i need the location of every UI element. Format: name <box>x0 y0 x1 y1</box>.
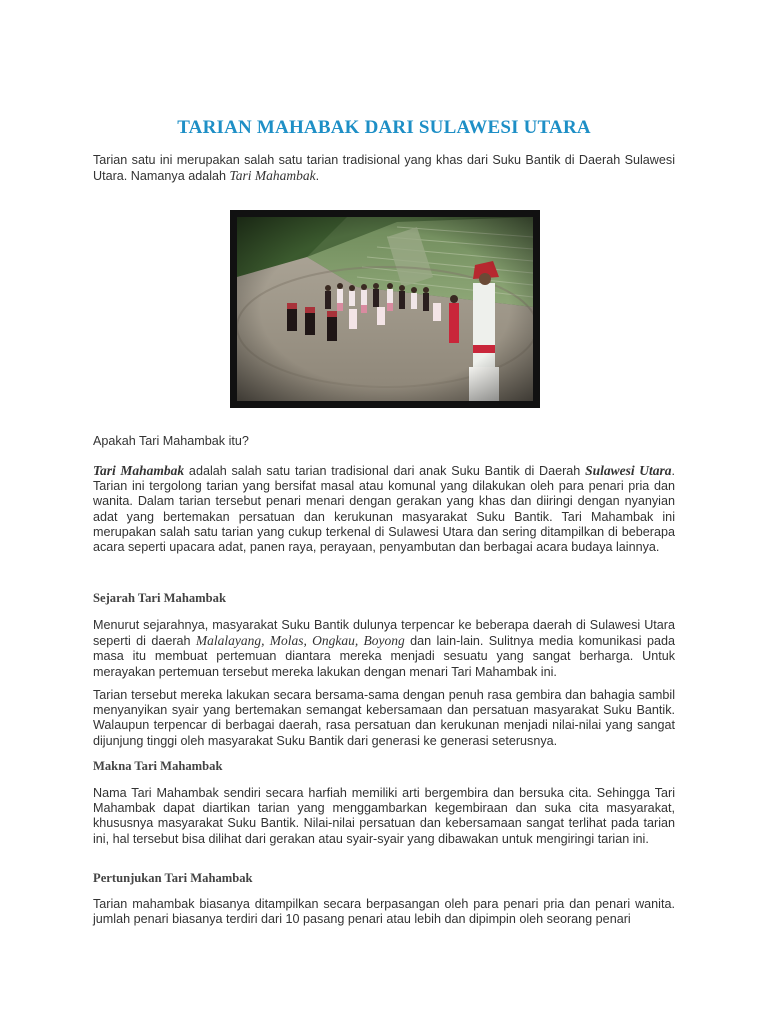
pertunjukan-heading: Pertunjukan Tari Mahambak <box>93 871 253 885</box>
sejarah-text-2: dan lain-lain. Sulitnya media komunikasi pada masa itu membuat pertemuan diantara mereka menjadi sesuatu yang sangat berharga. Untuk merayakan pertemuan tersebut mereka lakukan dengan menari Tari Mahambak ini. <box>93 634 675 679</box>
dance-photo <box>237 217 533 401</box>
pertunjukan-paragraph: Tarian mahambak biasanya ditampilkan secara berpasangan oleh para penari pria dan penari wanita. jumlah penari biasanya terdiri dari 10 pasang penari atau lebih dan dipimpin oleh seorang penari <box>93 897 675 927</box>
intro-text: Tarian satu ini merupakan salah satu tarian tradisional yang khas dari Suku Bantik di Daerah Sulawesi Utara. Namanya adalah <box>93 153 675 184</box>
sejarah-paragraph-1 <box>93 618 675 680</box>
intro-end: . <box>315 169 320 184</box>
makna-paragraph: Nama Tari Mahambak sendiri secara harfiah memiliki arti bergembira dan bersuka cita. Sehingga Tari Mahambak dapat diartikan tarian yang menggambarkan kegembiraan dan suka cita masyarakat, khususnya masyarakat Suku Bantik. Nilai-nilai persatuan dan kebersamaan sangat terlihat pada tarian ini, hal tersebut bisa dilihat dari gerakan atau syair-syair yang dibawakan untuk mengiringi tarian ini. <box>93 786 675 846</box>
sejarah-paragraph-2: Tarian tersebut mereka lakukan secara bersama-sama dengan penuh rasa gembira dan bahagia sambil menyanyikan syair yang bertemakan semangat kebersamaan dan persatuan masyarakat Suku Bantik. Walaupun terpencar di berbagai daerah, rasa persatuan dan kerukunan menjadi nilai-nilai yang sangat dijunjung tinggi oleh masyarakat Suku Bantik dari generasi ke generasi seterusnya. <box>93 688 675 748</box>
definition-paragraph <box>93 463 675 555</box>
sejarah-heading: Sejarah Tari Mahambak <box>93 591 226 605</box>
definition-emphasis-1: Tari Mahambak <box>93 463 185 478</box>
question-paragraph <box>93 434 675 449</box>
definition-text-1: adalah salah satu tarian tradisional dari anak Suku Bantik di Daerah <box>184 464 586 478</box>
dance-photo-illustration <box>237 217 533 401</box>
definition-emphasis-2: Sulawesi Utara <box>585 463 672 478</box>
sejarah-text-1: Menurut sejarahnya, masyarakat Suku Bantik dulunya terpencar ke beberapa daerah di Sulawesi Utara seperti di daerah <box>93 618 675 649</box>
sejarah-places: Malalayang, Molas, Ongkau, Boyong <box>195 633 405 649</box>
dance-photo-frame <box>230 210 540 408</box>
makna-heading: Makna Tari Mahambak <box>93 759 223 773</box>
page-title: TARIAN MAHABAK DARI SULAWESI UTARA <box>177 117 591 138</box>
question-text: Apakah Tari Mahambak itu? <box>93 434 249 448</box>
intro-emphasis: Tari Mahambak <box>229 168 316 184</box>
definition-text-2: . Tarian ini tergolong tarian yang bersifat masal atau komunal yang dilakukan oleh para penari pria dan wanita. Dalam tarian tersebut penari menari dengan gerakan yang khas dan diiringi dengan nyanyian adat yang bertemakan persatuan dan kerukunan masyarakat Suku Bantik. Tari Mahambak ini merupakan salah satu tarian yang cukup terkenal di Sulawesi Utara dan sering ditampilkan di beberapa acara seperti upacara adat, panen raya, perayaan, penyambutan dan berbagai acara budaya lainnya. <box>93 464 675 555</box>
intro-paragraph <box>93 153 675 184</box>
